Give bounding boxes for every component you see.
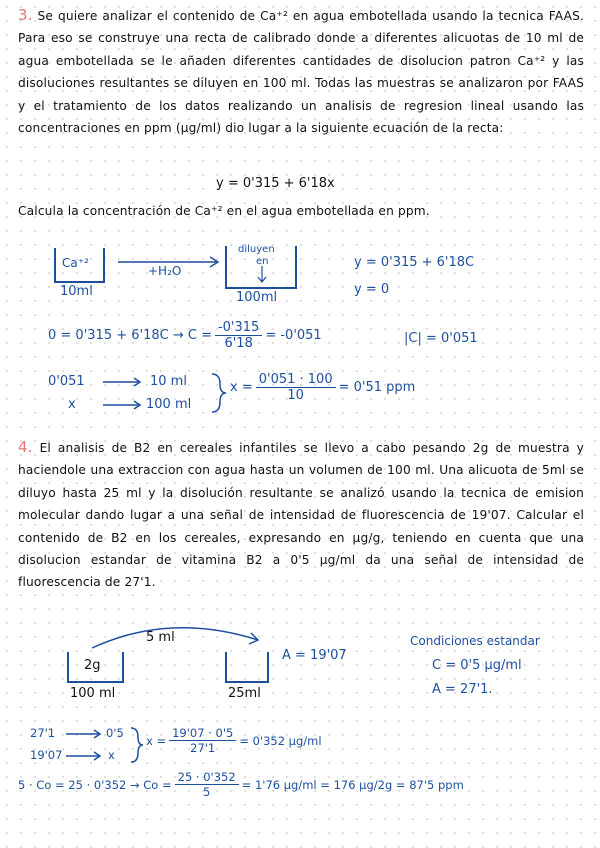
sample-signal: A = 19'07 bbox=[282, 648, 347, 663]
standard-title: Condiciones estandar bbox=[410, 634, 540, 648]
beaker-2-label-1: diluyen bbox=[238, 244, 275, 255]
problem-3-question: Calcula la concentración de Ca⁺² en el agua embotellada en ppm. bbox=[18, 204, 430, 218]
standard-signal: A = 27'1. bbox=[432, 682, 493, 697]
solve-denominator: 6'18 bbox=[224, 336, 253, 351]
regression-equation: y = 0'315 + 6'18C bbox=[354, 255, 475, 270]
solve-lhs: 0 = 0'315 + 6'18C → C = bbox=[48, 328, 212, 343]
problem-4-text: El analisis de B2 en cereales infantiles se llevo a cabo pesando 2g de muestra y haciendole una extraccion con agua hasta un volumen de 100 ml. Una alicuota de 5ml se diluyo hasta 25 ml y la disolución resultante se analizó usando la tecnica de emision molecular dando lugar a una señal de intensidad de fluorescencia de 19'07. Calcular el contenido de B2 en los cereales, expresando en μg/g, teniendo en cuenta que una disolucion estandar de vitamina B2 a 0'5 μg/ml da una señal de intensidad de fluorescencia de 27'1. bbox=[18, 441, 584, 590]
standard-concentration: C = 0'5 μg/ml bbox=[432, 658, 522, 673]
solve-numerator: -0'315 bbox=[215, 320, 262, 336]
rule-4-row1-b: 0'5 bbox=[106, 726, 124, 740]
rule-4-denominator: 27'1 bbox=[190, 741, 216, 755]
rule-4-fraction bbox=[169, 726, 236, 755]
final-fraction bbox=[175, 770, 239, 799]
rule-3-fraction bbox=[256, 372, 336, 403]
solve-line bbox=[48, 320, 322, 351]
rule-3-row2-a: x bbox=[68, 397, 76, 412]
rule-3-row2-b: 100 ml bbox=[146, 397, 192, 412]
beaker-3-volume: 100 ml bbox=[70, 686, 116, 701]
rule-4-row2-a: 19'07 bbox=[30, 748, 63, 762]
rule-4-solution bbox=[146, 726, 322, 755]
rule-4-result: = 0'352 μg/ml bbox=[239, 733, 322, 748]
solve-rhs: = -0'051 bbox=[265, 328, 322, 343]
brace-3 bbox=[212, 374, 226, 412]
problem-4-statement bbox=[18, 436, 584, 594]
solve-fraction bbox=[215, 320, 262, 351]
beaker-1-label: Ca⁺² bbox=[62, 256, 89, 270]
beaker-4-shape bbox=[226, 652, 268, 682]
y-zero: y = 0 bbox=[354, 282, 390, 297]
beaker-2-volume: 100ml bbox=[236, 290, 278, 305]
final-lhs: 5 · Co = 25 · 0'352 → Co = bbox=[18, 777, 172, 792]
beaker-2-label-2: en bbox=[256, 256, 269, 267]
transfer-label: 5 ml bbox=[146, 630, 175, 645]
rule-3-x: x = bbox=[230, 380, 253, 395]
water-label: +H₂O bbox=[148, 264, 182, 278]
rule-3-denominator: 10 bbox=[287, 388, 304, 403]
brace-4 bbox=[131, 728, 143, 762]
rule-4-numerator: 19'07 · 0'5 bbox=[169, 726, 236, 741]
rule-4-row2-b: x bbox=[108, 748, 115, 762]
problem-4-number: 4. bbox=[18, 438, 33, 456]
absolute-value: |C| = 0'051 bbox=[404, 331, 478, 346]
rule-3-row1-b: 10 ml bbox=[150, 374, 187, 389]
rule-3-result: = 0'51 ppm bbox=[338, 380, 416, 395]
rule-3-row1-a: 0'051 bbox=[48, 374, 85, 389]
rule-4-x: x = bbox=[146, 733, 167, 748]
final-calculation bbox=[18, 770, 464, 799]
rule-3-solution bbox=[230, 372, 415, 403]
problem-3-text: Se quiere analizar el contenido de Ca⁺² en agua embotellada usando la tecnica FAAS. Para eso se construye una recta de calibrado donde a diferentes alicuotas de 10 ml de agua embotellada se le añaden diferentes cantidades de disolucion patron Ca⁺² y las disoluciones resultantes se diluyen en 100 ml. Todas las muestras se analizaron por FAAS y el tratamiento de los datos realizando un analisis de regresion lineal usando las concentraciones en ppm (μg/ml) dio lugar a la siguiente ecuación de la recta: bbox=[18, 9, 584, 136]
calibration-equation: y = 0'315 + 6'18x bbox=[216, 176, 335, 191]
final-denominator: 5 bbox=[202, 785, 211, 799]
beaker-1-volume: 10ml bbox=[60, 284, 93, 299]
rule-4-row1-a: 27'1 bbox=[30, 726, 56, 740]
beaker-3-label: 2g bbox=[84, 658, 101, 673]
beaker-4-volume: 25ml bbox=[228, 686, 261, 701]
final-rhs: = 1'76 μg/ml = 176 μg/2g = 87'5 ppm bbox=[241, 777, 464, 792]
rule-3-numerator: 0'051 · 100 bbox=[256, 372, 336, 388]
problem-3-number: 3. bbox=[18, 6, 33, 24]
final-numerator: 25 · 0'352 bbox=[175, 770, 239, 785]
transfer-arrow bbox=[92, 628, 258, 648]
